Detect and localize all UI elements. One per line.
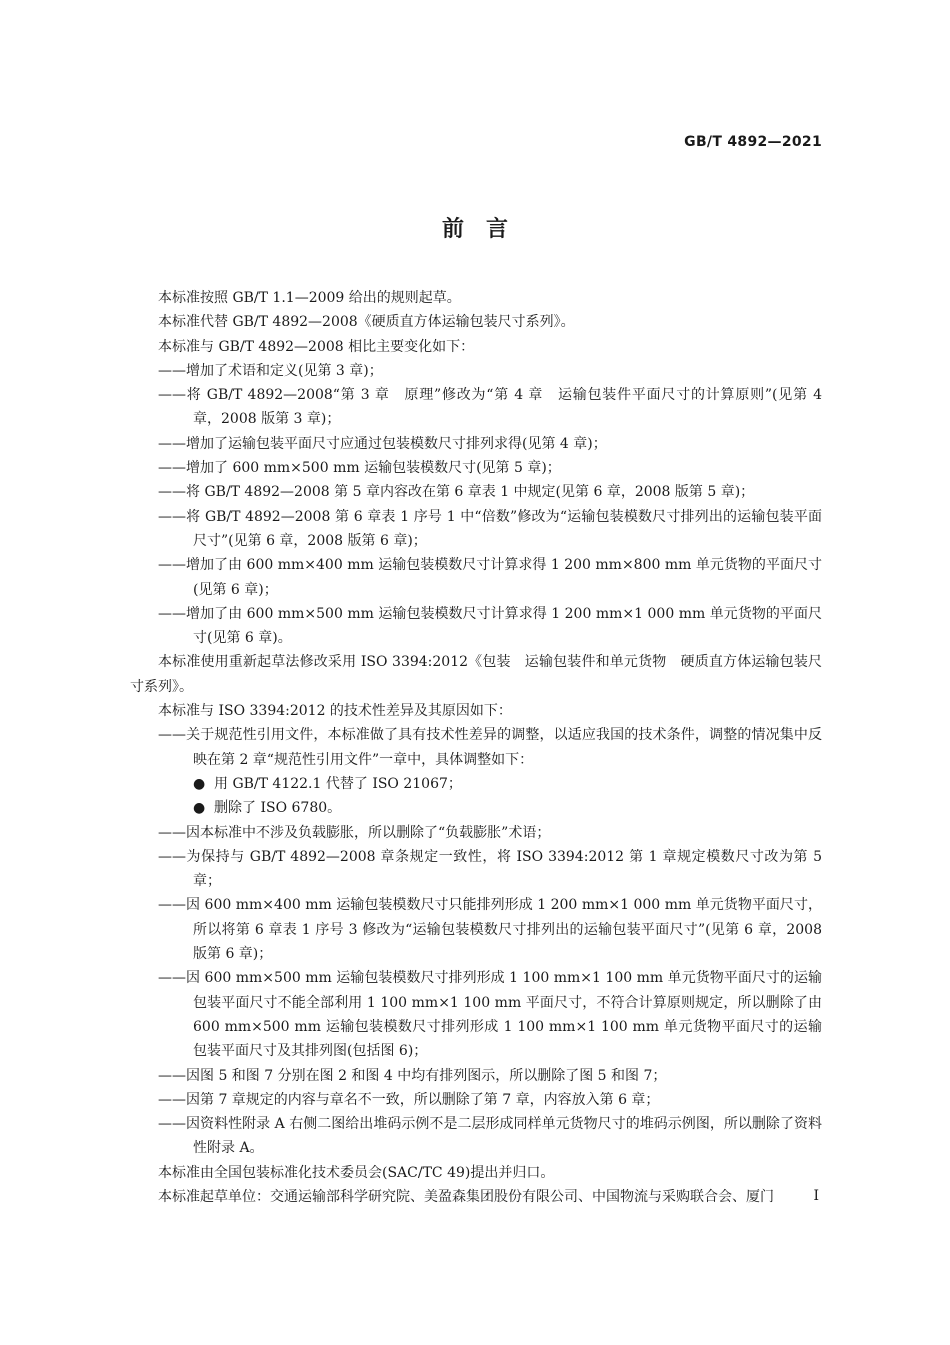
change-list-item: ——增加了运输包装平面尺寸应通过包装模数尺寸排列求得(见第 4 章)； (158, 435, 607, 452)
change-list-item: ——增加了 600 mm×500 mm 运输包装模数尺寸(见第 5 章)； (158, 460, 561, 477)
bullet-item (130, 796, 822, 820)
paragraph: 本标准与 GB/T 4892—2008 相比主要变化如下： (158, 338, 475, 355)
change-list-item: ——增加了术语和定义(见第 3 章)； (158, 362, 383, 379)
bullet-item (130, 772, 822, 796)
bullet-text: 用 GB/T 4122.1 代替了 ISO 21067； (214, 775, 462, 792)
bullet-text: 删除了 ISO 6780。 (214, 800, 342, 817)
difference-list-item: ——因资料性附录 A 右侧二图给出堆码示例不是二层形成同样单元货物尺寸的堆码示例图，所以删除了资料性附录 A。 (158, 1116, 822, 1157)
document-body (130, 286, 822, 1209)
bullet-icon: ● (193, 775, 206, 792)
paragraph: 本标准起草单位：交通运输部科学研究院、美盈森集团股份有限公司、中国物流与采购联合会、厦门 (158, 1188, 774, 1205)
difference-list-item: ——因第 7 章规定的内容与章名不一致，所以删除了第 7 章，内容放入第 6 章； (158, 1091, 660, 1108)
paragraph: 本标准按照 GB/T 1.1—2009 给出的规则起草。 (158, 290, 461, 306)
difference-list-item: ——因 600 mm×500 mm 运输包装模数尺寸排列形成 1 100 mm×1 100 mm 单元货物平面尺寸的运输包装平面尺寸不能全部利用 1 100 mm×1 100 mm 平面尺寸，不符合计算原则规定，所以删除了由 600 mm×500 mm 运输包装模数尺寸排列形成 1 100 mm×1 100 mm 单元货物平面尺寸的运输包装平面尺寸及其排列图(包括图 6)； (158, 970, 822, 1060)
paragraph: 本标准由全国包装标准化技术委员会(SAC/TC 49)提出并归口。 (158, 1164, 555, 1181)
paragraph: 本标准与 ISO 3394:2012 的技术性差异及其原因如下： (158, 703, 512, 720)
difference-list-item: ——因图 5 和图 7 分别在图 2 和图 4 中均有排列图示，所以删除了图 5 和图 7； (158, 1067, 667, 1084)
page-title: 前 言 (441, 217, 508, 242)
difference-list-item: ——因 600 mm×400 mm 运输包装模数尺寸只能排列形成 1 200 mm×1 000 mm 单元货物平面尺寸，所以将第 6 章表 1 序号 3 修改为“运输包装模数尺寸排列出的运输包装平面尺寸”(见第 6 章，2008 版第 6 章)； (158, 897, 822, 963)
paragraph: 本标准使用重新起草法修改采用 ISO 3394:2012《包装 运输包装件和单元货物 硬质直方体运输包装尺寸系列》。 (130, 654, 822, 695)
change-list-item: ——将 GB/T 4892—2008 第 5 章内容改在第 6 章表 1 中规定(见第 6 章，2008 版第 5 章)； (158, 484, 755, 501)
change-list-item: ——将 GB/T 4892—2008“第 3 章 原理”修改为“第 4 章 运输包装件平面尺寸的计算原则”(见第 4 章，2008 版第 3 章)； (158, 387, 822, 428)
difference-list-item: ——关于规范性引用文件，本标准做了具有技术性差异的调整，以适应我国的技术条件，调整的情况集中反映在第 2 章“规范性引用文件”一章中，具体调整如下： (158, 727, 822, 768)
paragraph: 本标准代替 GB/T 4892—2008《硬质直方体运输包装尺寸系列》。 (158, 314, 575, 331)
change-list-item: ——将 GB/T 4892—2008 第 6 章表 1 序号 1 中“倍数”修改为“运输包装模数尺寸排列出的运输包装平面尺寸”(见第 6 章，2008 版第 6 章)； (158, 508, 822, 549)
standard-code: GB/T 4892—2021 (684, 134, 822, 150)
change-list-item: ——增加了由 600 mm×400 mm 运输包装模数尺寸计算求得 1 200 mm×800 mm 单元货物的平面尺寸(见第 6 章)； (158, 557, 822, 598)
bullet-icon: ● (193, 800, 206, 817)
page-number: I (813, 1188, 819, 1204)
difference-list-item: ——为保持与 GB/T 4892—2008 章条规定一致性，将 ISO 3394:2012 第 1 章规定模数尺寸改为第 5 章； (158, 848, 822, 890)
change-list-item: ——增加了由 600 mm×500 mm 运输包装模数尺寸计算求得 1 200 mm×1 000 mm 单元货物的平面尺寸(见第 6 章)。 (158, 605, 822, 647)
difference-list-item: ——因本标准中不涉及负载膨胀，所以删除了“负载膨胀”术语； (158, 824, 551, 841)
